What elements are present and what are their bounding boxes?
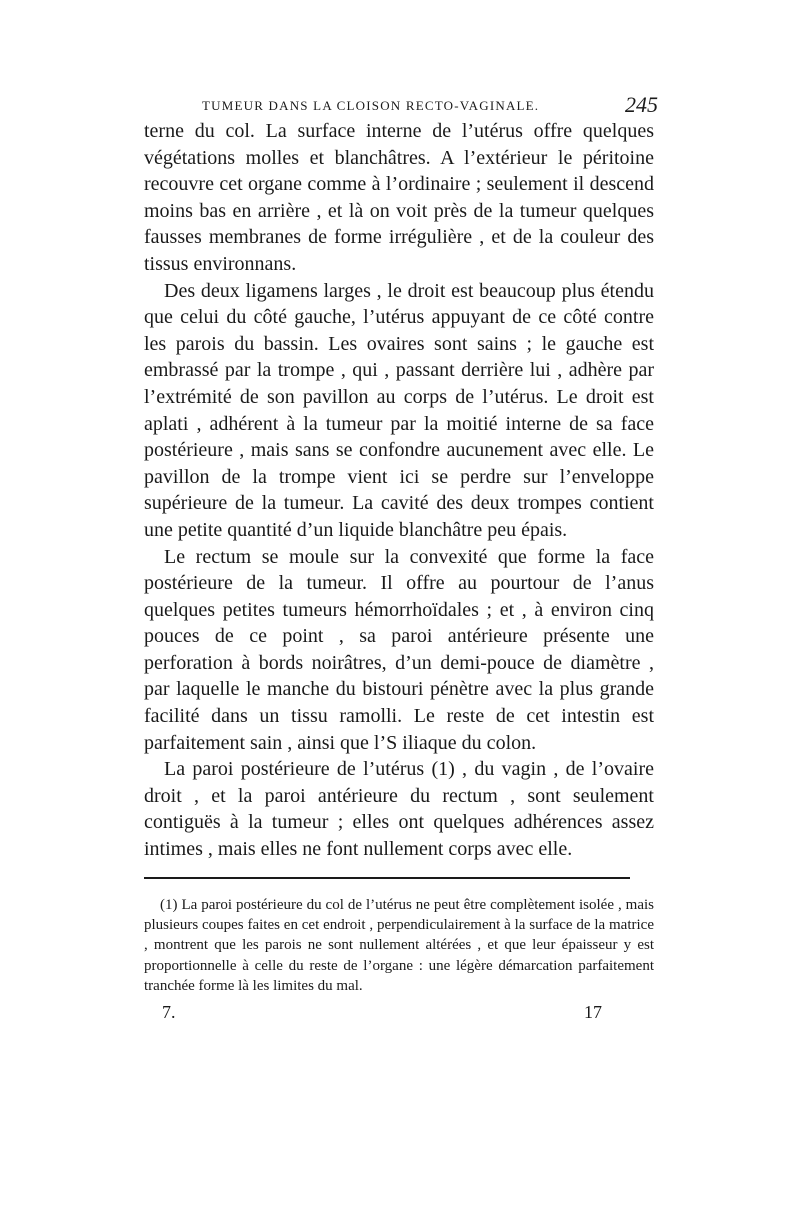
book-page xyxy=(144,92,658,1032)
page-number: 245 xyxy=(625,92,658,117)
paragraph-3: Le rectum se moule sur la convexité que forme la face postérieure de la tumeur. Il offre au pourtour de l’anus quelques petites tumeurs hémorrhoïdales ; et , à environ cinq pouces de ce point , sa paroi antérieure présente une perforation à bords noirâtres, d’un demi-pouce de diamètre , par laquelle le manche du bistouri pénètre avec la plus grande facilité dans un tissu ramolli. Le reste de cet intestin est parfaitement sain , ainsi que l’S iliaque du colon. xyxy=(144,545,654,754)
body-text xyxy=(144,118,654,863)
paragraph-4: La paroi postérieure de l’utérus (1) , du vagin , de l’ovaire droit , et la paroi antérieure du rectum , sont seulement contiguës à la tumeur ; elles ont quelques adhérences assez intimes , mais elles ne font nullement corps avec elle. xyxy=(144,758,654,861)
sheet-number: 17 xyxy=(584,1002,602,1023)
footnote: (1) La paroi postérieure du col de l’utérus ne peut être complètement isolée , mais plusieurs coupes faites en cet endroit , perpendiculairement à la surface de la matrice , montrent que les parois ne sont nullement altérées , et que leur épaisseur y est proportionnelle à celle du reste de l’organe : une légère démarcation parfaitement tranchée forme là les limites du mal. xyxy=(144,896,654,994)
paragraph-1: terne du col. La surface interne de l’utérus offre quelques végétations molles et blanchâtres. A l’extérieur le péritoine recouvre cet organe comme à l’ordinaire ; seulement il descend moins bas en arrière , et là on voit près de la tumeur quelques fausses membranes de forme irrégulière , et de la couleur des tissus environnans. xyxy=(144,120,654,275)
signature-mark: 7. xyxy=(162,1002,176,1023)
running-title: TUMEUR DANS LA CLOISON RECTO-VAGINALE. xyxy=(202,98,540,113)
page-footer xyxy=(144,1002,654,1032)
running-head xyxy=(144,92,658,118)
footnote-divider xyxy=(144,877,630,879)
paragraph-2: Des deux ligamens larges , le droit est beaucoup plus étendu que celui du côté gauche, l’utérus appuyant de ce côté contre les parois du bassin. Les ovaires sont sains ; le gauche est embrassé par la trompe , qui , passant derrière lui , adhère par l’extrémité de son pavillon au corps de l’utérus. Le droit est aplati , adhérent à la tumeur par la moitié interne de sa face postérieure , mais sans se confondre aucunement avec elle. Le pavillon de la trompe vient ici se perdre sur l’enveloppe supérieure de la tumeur. La cavité des deux trompes contient une petite quantité d’un liquide blanchâtre peu épais. xyxy=(144,279,654,541)
